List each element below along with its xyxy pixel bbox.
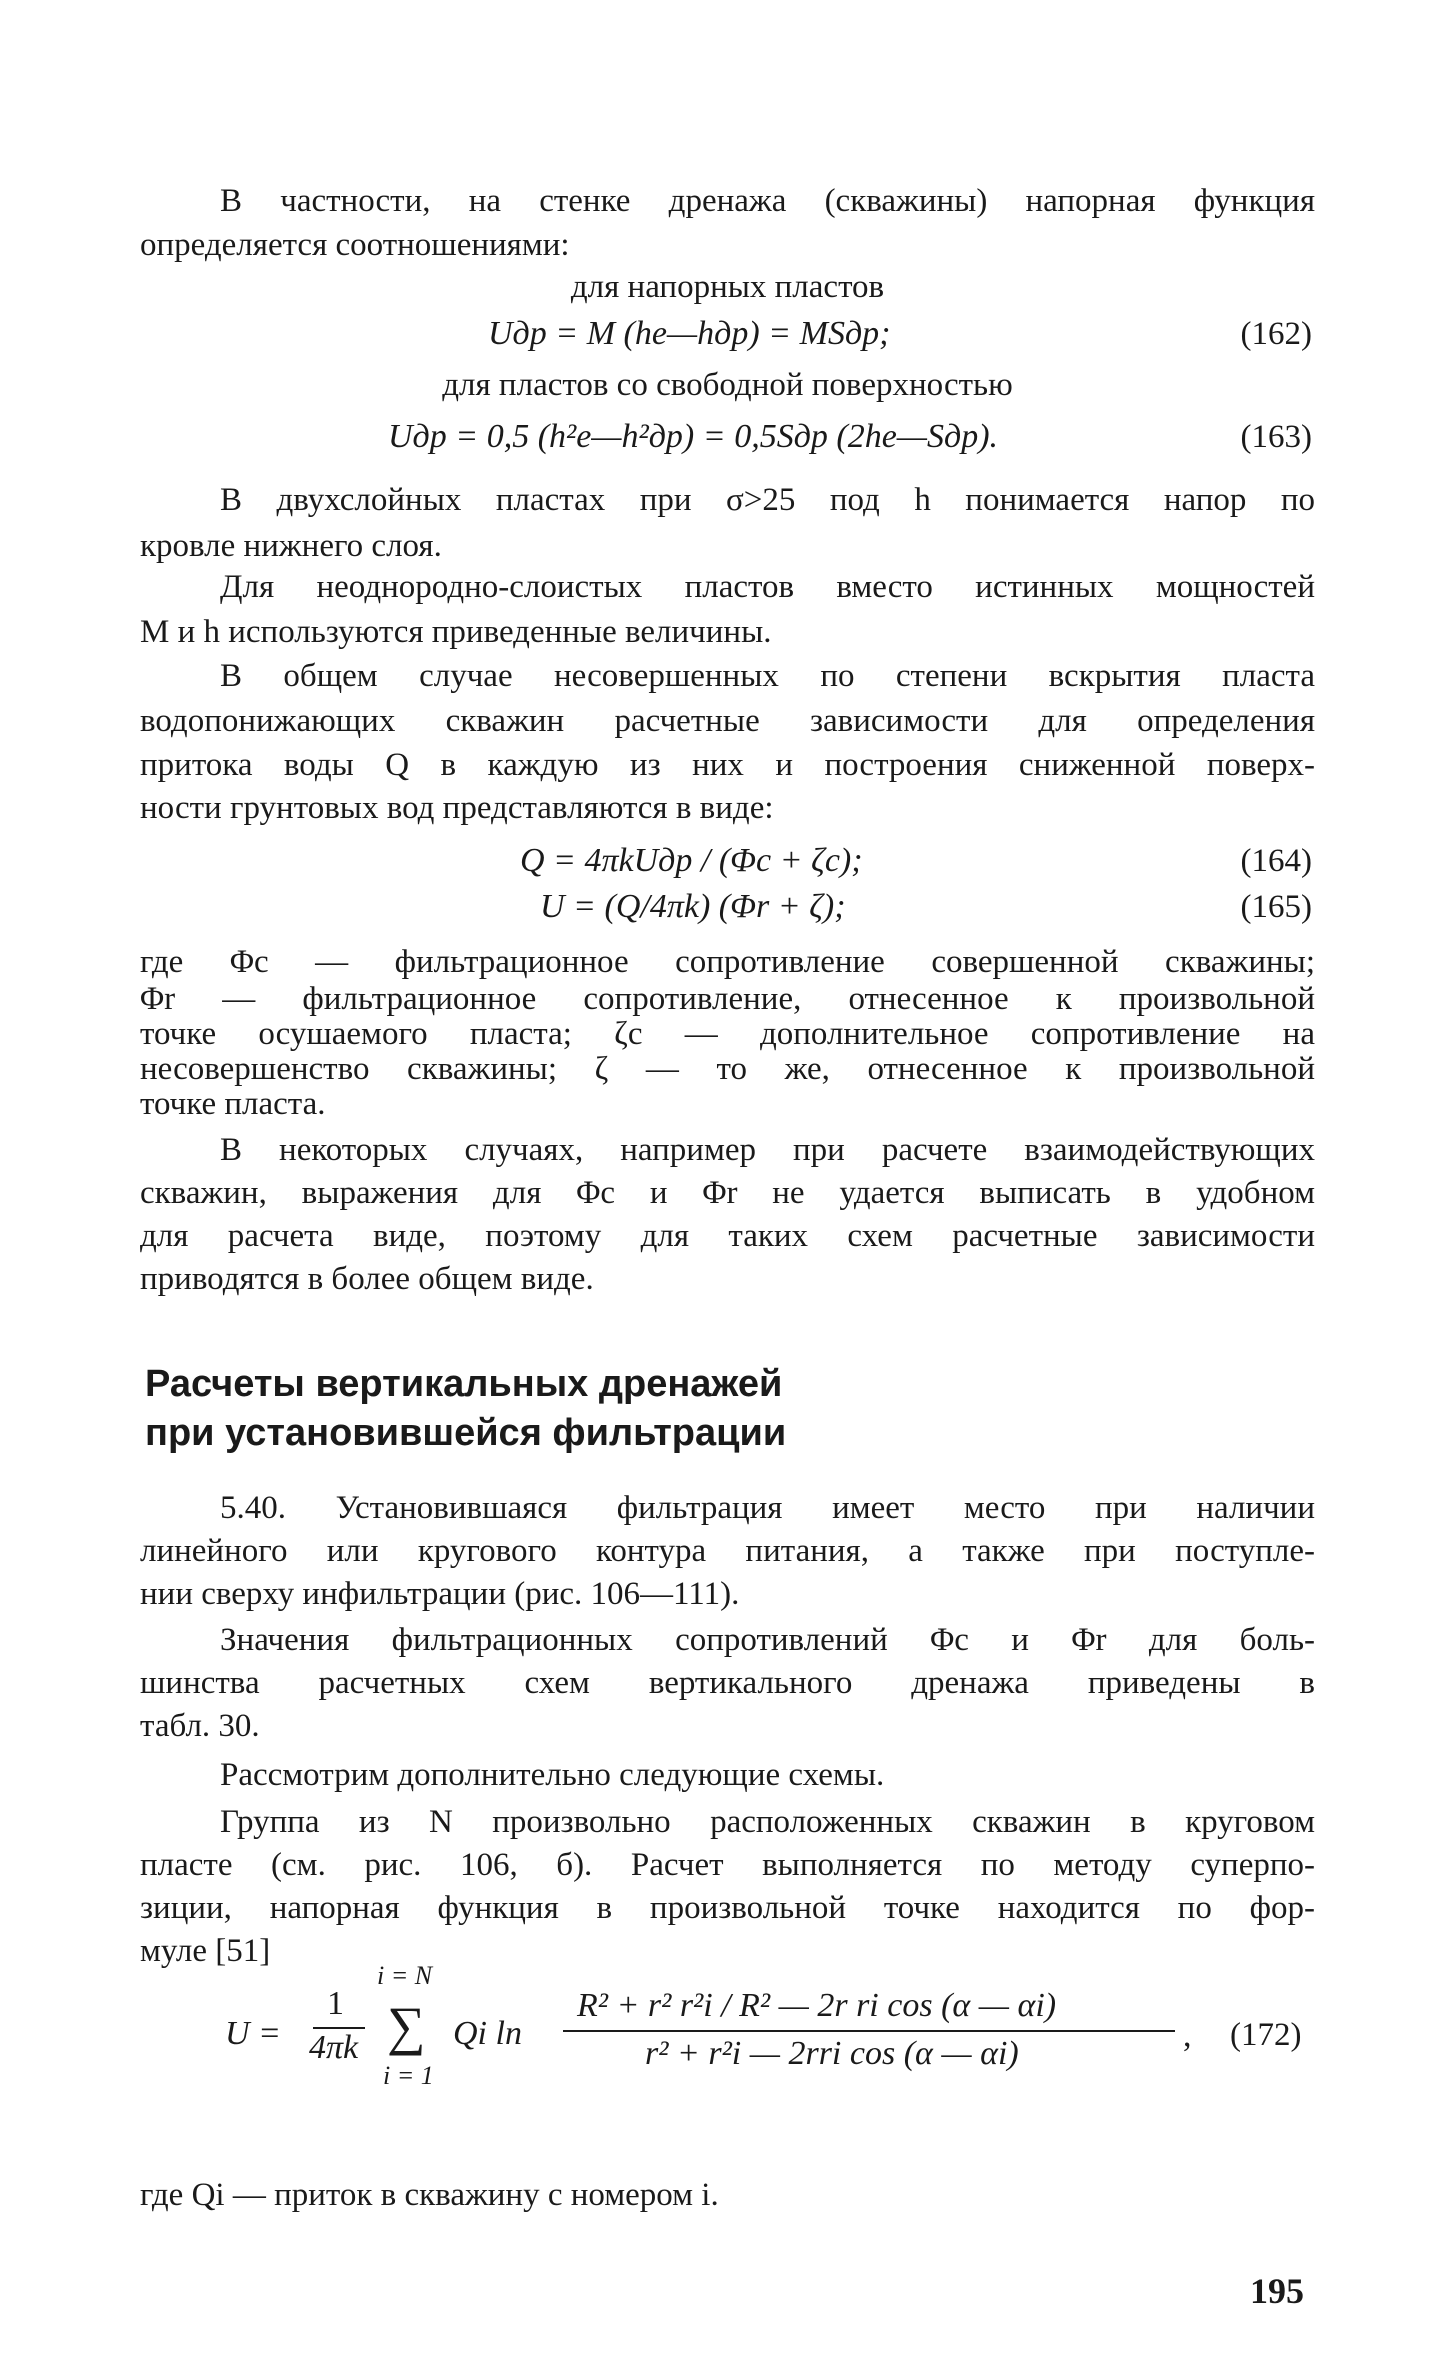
formula-lhs: U = xyxy=(225,2015,281,2052)
text-line: точке осушаемого пласта; ζc — дополнительное сопротивление на xyxy=(140,1016,1315,1052)
text-line: Значения фильтрационных сопротивлений Φc и Φr для боль- xyxy=(220,1622,1315,1658)
equation-164: Q = 4πkUдр / (Φc + ζc); xyxy=(520,842,863,879)
text-line: линейного или кругового контура питания, а также при поступле- xyxy=(140,1533,1315,1569)
text-line: ности грунтовых вод представляются в виде: xyxy=(140,790,774,826)
text-line: M и h используются приведенные величины. xyxy=(140,614,772,650)
text-line: для расчета виде, поэтому для таких схем расчетные зависимости xyxy=(140,1218,1315,1254)
text-line: В некоторых случаях, например при расчете взаимодействующих xyxy=(220,1132,1315,1168)
text-line: притока воды Q в каждую из них и построения сниженной поверх- xyxy=(140,747,1315,783)
text-line: Φr — фильтрационное сопротивление, отнесенное к произвольной xyxy=(140,981,1315,1017)
text-line: зиции, напорная функция в произвольной точке находится по фор- xyxy=(140,1890,1315,1926)
text-line: табл. 30. xyxy=(140,1708,260,1744)
text-line: пласте (см. рис. 106, б). Расчет выполняется по методу суперпо- xyxy=(140,1847,1315,1883)
text-line: В общем случае несовершенных по степени вскрытия пласта xyxy=(220,658,1315,694)
text-line: Группа из N произвольно расположенных скважин в круговом xyxy=(220,1804,1315,1840)
text-line: шинства расчетных схем вертикального дренажа приведены в xyxy=(140,1665,1315,1701)
text-line: где Qi — приток в скважину с номером i. xyxy=(140,2177,719,2213)
formula-coef-denominator: 4πk xyxy=(309,2029,359,2066)
equation-172 xyxy=(225,1961,1325,2105)
sum-sign: ∑ xyxy=(387,1996,426,2056)
text-line: где Φc — фильтрационное сопротивление совершенной скважины; xyxy=(140,944,1315,980)
text-line: Для неоднородно-слоистых пластов вместо истинных мощностей xyxy=(220,569,1315,605)
text-line: для напорных пластов xyxy=(570,269,885,305)
text-line: кровле нижнего слоя. xyxy=(140,528,442,564)
text-line: для пластов со свободной поверхностью xyxy=(442,367,1013,403)
formula-coef-numerator: 1 xyxy=(327,1985,344,2022)
equation-163: Uдр = 0,5 (h²e—h²др) = 0,5Sдр (2he—Sдр). xyxy=(388,418,999,455)
text-line: Рассмотрим дополнительно следующие схемы. xyxy=(220,1757,885,1793)
formula-numerator: R² + r² r²i / R² — 2r ri cos (α — αi) xyxy=(577,1987,1057,2024)
formula-fraction-bar xyxy=(563,2030,1175,2032)
text-line: В двухслойных пластах при σ>25 под h понимается напор по xyxy=(220,482,1315,518)
text-line: определяется соотношениями: xyxy=(140,227,570,263)
text-line: несовершенство скважины; ζ — то же, отнесенное к произвольной xyxy=(140,1051,1315,1087)
formula-comma: , xyxy=(1183,2017,1192,2054)
section-heading: Расчеты вертикальных дренажей xyxy=(145,1363,783,1405)
text-line: водопонижающих скважин расчетные зависимости для определения xyxy=(140,703,1315,739)
text-line: скважин, выражения для Φc и Φr не удается выписать в удобном xyxy=(140,1175,1315,1211)
formula-q-ln: Qi ln xyxy=(453,2015,522,2052)
text-line: нии сверху инфильтрации (рис. 106—111). xyxy=(140,1576,740,1612)
equation-162: Uдр = M (he—hдр) = MSдр; xyxy=(488,315,891,352)
section-heading: при установившейся фильтрации xyxy=(145,1412,787,1454)
equation-165: U = (Q/4πk) (Φr + ζ); xyxy=(540,888,846,925)
sum-lower-limit: i = 1 xyxy=(383,2061,434,2090)
text-line: точке пласта. xyxy=(140,1086,326,1122)
formula-denominator: r² + r²i — 2rri cos (α — αi) xyxy=(645,2035,1019,2072)
equation-number: (162) xyxy=(1240,316,1312,352)
page-number: 195 xyxy=(1250,2271,1304,2311)
equation-number: (172) xyxy=(1230,2017,1302,2053)
text-line: муле [51] xyxy=(140,1933,271,1969)
equation-number: (164) xyxy=(1240,843,1312,879)
equation-number: (165) xyxy=(1240,889,1312,925)
sum-upper-limit: i = N xyxy=(377,1961,433,1990)
equation-number: (163) xyxy=(1240,419,1312,455)
text-line: приводятся в более общем виде. xyxy=(140,1261,594,1297)
text-line: В частности, на стенке дренажа (скважины) напорная функция xyxy=(220,183,1315,219)
text-line: 5.40. Установившаяся фильтрация имеет место при наличии xyxy=(220,1490,1315,1526)
